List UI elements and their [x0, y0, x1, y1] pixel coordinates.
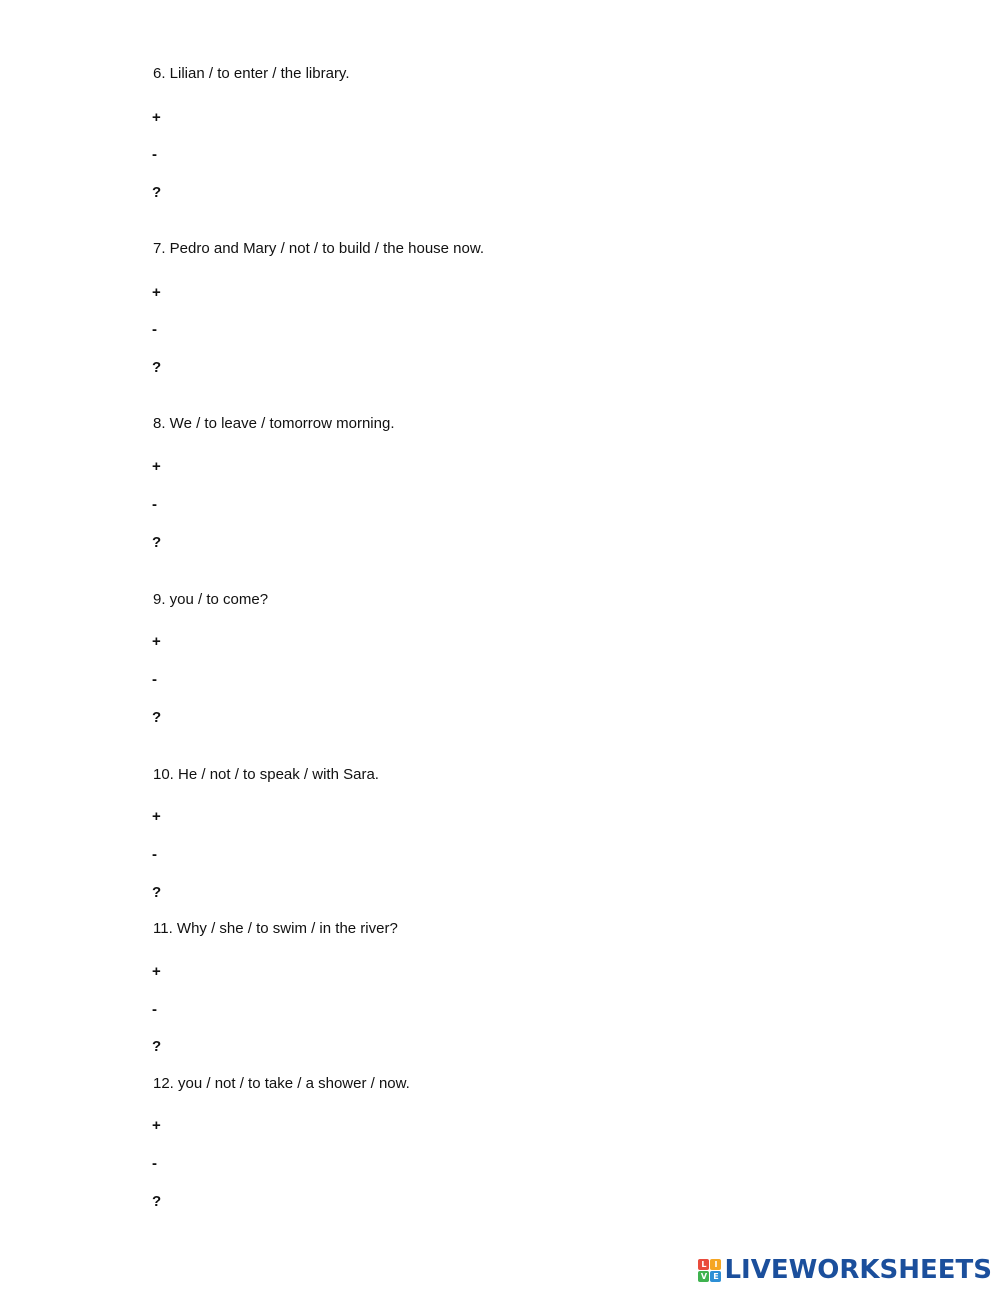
interrogative-mark: ?: [152, 709, 162, 726]
affirmative-mark: +: [152, 458, 161, 475]
negative-mark: -: [152, 496, 157, 513]
interrogative-mark: ?: [152, 534, 162, 551]
live-icon: [698, 1259, 721, 1282]
q8-negative-answer[interactable]: [172, 496, 812, 514]
affirmative-mark: +: [152, 963, 161, 980]
interrogative-mark: ?: [152, 184, 162, 201]
q12-interrogative-answer[interactable]: [172, 1193, 812, 1211]
question-7-prompt: 7. Pedro and Mary / not / to build / the house now.: [153, 240, 485, 257]
q12-affirmative-answer[interactable]: [172, 1117, 812, 1135]
question-12-prompt: 12. you / not / to take / a shower / now.: [153, 1075, 410, 1092]
negative-mark: -: [152, 321, 157, 338]
interrogative-mark: ?: [152, 1038, 162, 1055]
question-9-prompt: 9. you / to come?: [153, 591, 269, 608]
q9-affirmative-answer[interactable]: [172, 633, 812, 651]
logo-icon-letter: V: [698, 1271, 709, 1282]
negative-mark: -: [152, 846, 157, 863]
q7-negative-answer[interactable]: [172, 321, 812, 339]
q11-affirmative-answer[interactable]: [172, 963, 812, 981]
affirmative-mark: +: [152, 284, 161, 301]
q9-negative-answer[interactable]: [172, 671, 812, 689]
affirmative-mark: +: [152, 1117, 161, 1134]
affirmative-mark: +: [152, 109, 161, 126]
affirmative-mark: +: [152, 633, 161, 650]
affirmative-mark: +: [152, 808, 161, 825]
q10-negative-answer[interactable]: [172, 846, 812, 864]
liveworksheets-logo: [698, 1255, 992, 1285]
negative-mark: -: [152, 146, 157, 163]
logo-wordmark: LIVEWORKSHEETS: [724, 1255, 992, 1285]
q9-interrogative-answer[interactable]: [172, 709, 812, 727]
negative-mark: -: [152, 1155, 157, 1172]
question-8-prompt: 8. We / to leave / tomorrow morning.: [153, 415, 395, 432]
q8-affirmative-answer[interactable]: [172, 458, 812, 476]
q8-interrogative-answer[interactable]: [172, 534, 812, 552]
q11-negative-answer[interactable]: [172, 1001, 812, 1019]
q11-interrogative-answer[interactable]: [172, 1038, 812, 1056]
logo-icon-letter: E: [710, 1271, 721, 1282]
q7-interrogative-answer[interactable]: [172, 359, 812, 377]
logo-icon-letter: I: [710, 1259, 721, 1270]
interrogative-mark: ?: [152, 359, 162, 376]
negative-mark: -: [152, 1001, 157, 1018]
q7-affirmative-answer[interactable]: [172, 284, 812, 302]
q10-affirmative-answer[interactable]: [172, 808, 812, 826]
q12-negative-answer[interactable]: [172, 1155, 812, 1173]
question-11-prompt: 11. Why / she / to swim / in the river?: [153, 920, 398, 937]
logo-icon-letter: L: [698, 1259, 709, 1270]
interrogative-mark: ?: [152, 884, 162, 901]
q6-interrogative-answer[interactable]: [172, 184, 812, 202]
negative-mark: -: [152, 671, 157, 688]
q6-negative-answer[interactable]: [172, 146, 812, 164]
q6-affirmative-answer[interactable]: [172, 109, 812, 127]
q10-interrogative-answer[interactable]: [172, 884, 812, 902]
interrogative-mark: ?: [152, 1193, 162, 1210]
question-10-prompt: 10. He / not / to speak / with Sara.: [153, 766, 379, 783]
question-6-prompt: 6. Lilian / to enter / the library.: [153, 65, 350, 82]
